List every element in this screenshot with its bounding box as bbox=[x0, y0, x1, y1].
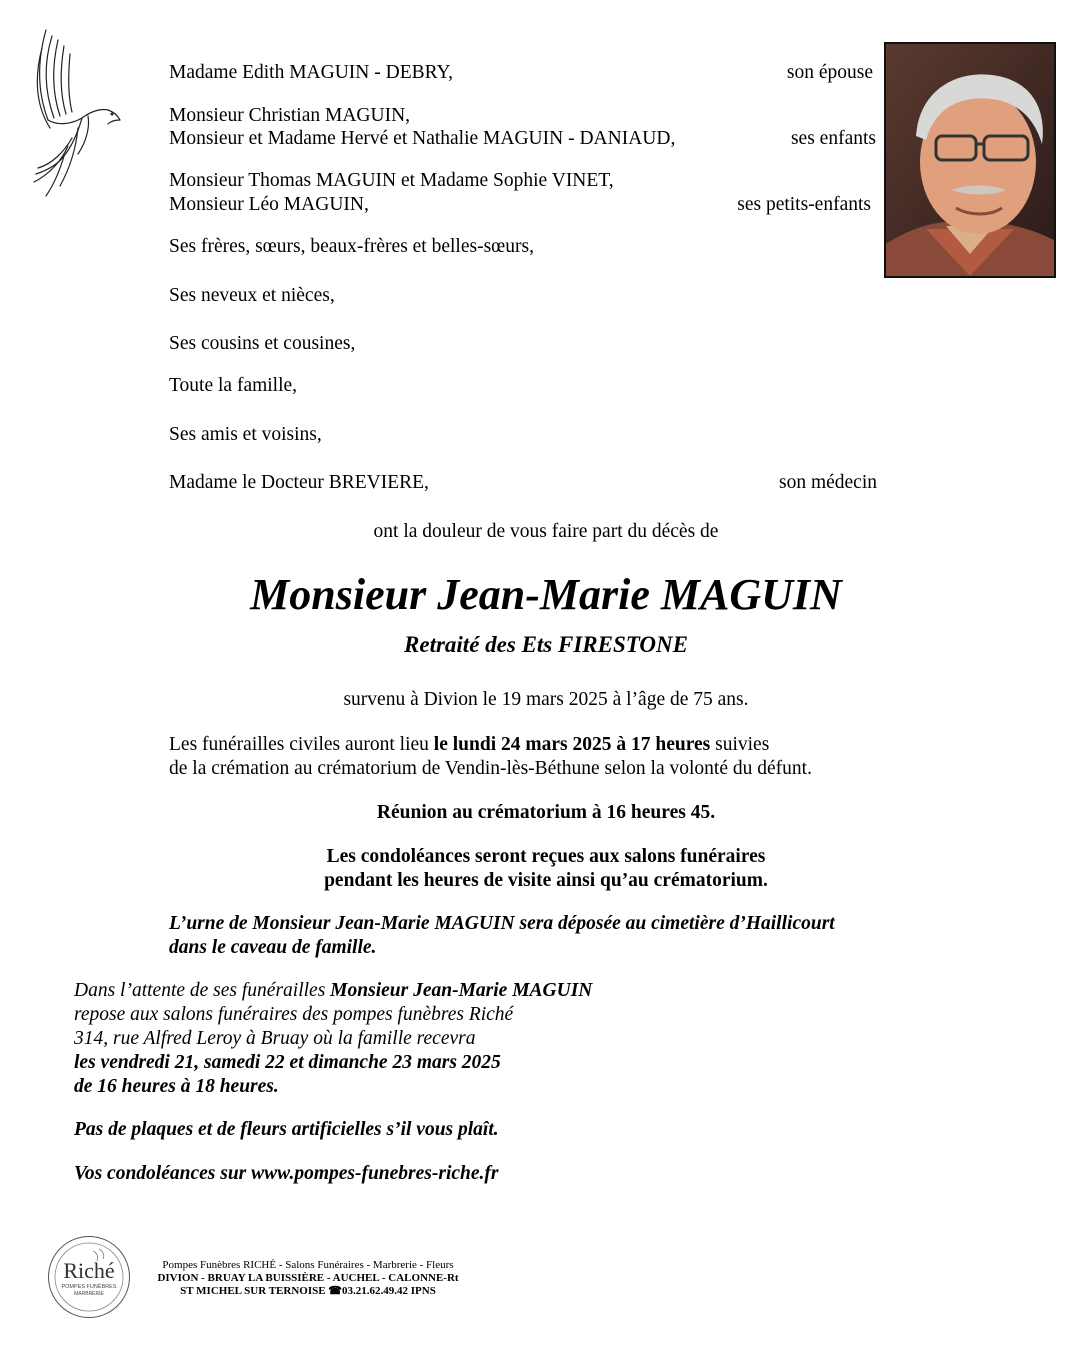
footer-line: ST MICHEL SUR TERNOISE ☎03.21.62.49.42 IPNS bbox=[180, 1285, 436, 1297]
urn-line: L’urne de Monsieur Jean-Marie MAGUIN sera déposée au cimetière d’Haillicourt bbox=[169, 913, 835, 934]
funeral-line2: de la crémation au crématorium de Vendin-lès-Béthune selon la volonté du défunt. bbox=[169, 758, 812, 779]
logo-subtitle: MARBRERIE bbox=[74, 1291, 104, 1297]
urn-line: dans le caveau de famille. bbox=[169, 937, 377, 958]
footer-line: DIVION - BRUAY LA BUISSIÈRE - AUCHEL - CALONNE-Rt bbox=[157, 1272, 459, 1284]
reunion-text: Réunion au crématorium à 16 heures 45. bbox=[376, 802, 716, 823]
dove-icon bbox=[28, 28, 124, 203]
relative-name: Ses amis et voisins, bbox=[169, 424, 322, 445]
relation-label: son épouse bbox=[786, 62, 873, 83]
logo-text: Riché bbox=[63, 1258, 115, 1283]
death-info: survenu à Divion le 19 mars 2025 à l’âge de 75 ans. bbox=[343, 689, 749, 710]
relation-label: ses enfants bbox=[790, 128, 876, 149]
visit-line: les vendredi 21, samedi 22 et dimanche 23 mars 2025 bbox=[74, 1052, 501, 1073]
relative-name: Toute la famille, bbox=[169, 375, 298, 396]
relative-name: Ses cousins et cousines, bbox=[169, 333, 356, 354]
visit-line: de 16 heures à 18 heures. bbox=[74, 1076, 279, 1097]
relation-label: son médecin bbox=[778, 472, 877, 493]
footer-line: Pompes Funèbres RICHÉ - Salons Funéraires - Marbrerie - Fleurs bbox=[162, 1259, 454, 1271]
relative-name: Monsieur Léo MAGUIN, bbox=[169, 194, 369, 215]
funeral-line1: Les funérailles civiles auront lieu le lundi 24 mars 2025 à 17 heures suivies bbox=[169, 734, 770, 755]
riche-logo bbox=[48, 1236, 130, 1318]
condolences-line: pendant les heures de visite ainsi qu’au crématorium. bbox=[324, 870, 768, 891]
relative-name: Monsieur Thomas MAGUIN et Madame Sophie VINET, bbox=[169, 170, 614, 191]
visit-line: Dans l’attente de ses funérailles Monsieur Jean-Marie MAGUIN bbox=[74, 980, 593, 1001]
logo-subtitle: POMPES FUNÈBRES bbox=[61, 1284, 117, 1290]
no-flowers-note: Pas de plaques et de fleurs artificielles s’il vous plaît. bbox=[74, 1119, 499, 1140]
relative-name: Monsieur Christian MAGUIN, bbox=[169, 105, 411, 126]
relative-name: Madame le Docteur BREVIERE, bbox=[169, 472, 429, 493]
visit-line: repose aux salons funéraires des pompes funèbres Riché bbox=[74, 1004, 514, 1025]
announce-text: ont la douleur de vous faire part du décès de bbox=[373, 521, 719, 542]
relative-name: Ses frères, sœurs, beaux-frères et belles-sœurs, bbox=[169, 236, 534, 257]
deceased-occupation: Retraité des Ets FIRESTONE bbox=[404, 632, 688, 657]
portrait-photo bbox=[884, 42, 1056, 278]
visit-line: 314, rue Alfred Leroy à Bruay où la famille recevra bbox=[74, 1028, 476, 1049]
relative-name: Ses neveux et nièces, bbox=[169, 285, 335, 306]
relation-label: ses petits-enfants bbox=[737, 194, 871, 215]
relative-name: Madame Edith MAGUIN - DEBRY, bbox=[169, 62, 453, 83]
condolences-line: Les condoléances seront reçues aux salons funéraires bbox=[326, 846, 766, 867]
relative-name: Monsieur et Madame Hervé et Nathalie MAGUIN - DANIAUD, bbox=[169, 128, 676, 149]
online-condolences-link[interactable]: Vos condoléances sur www.pompes-funebres-riche.fr bbox=[74, 1163, 499, 1184]
deceased-name: Monsieur Jean-Marie MAGUIN bbox=[250, 570, 842, 619]
